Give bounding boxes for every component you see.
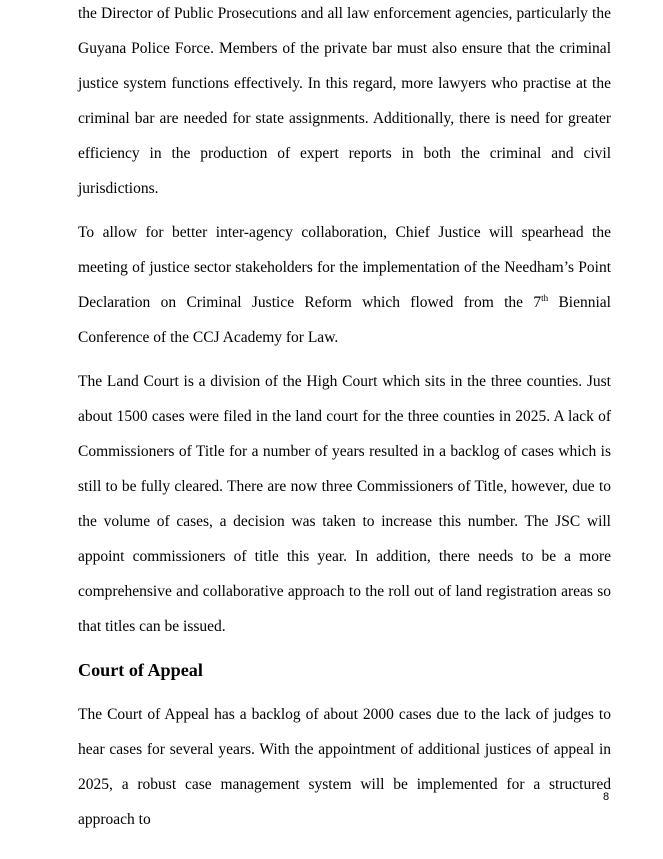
paragraph-court-of-appeal: The Court of Appeal has a backlog of about 2000 cases due to the lack of judges to hear cases for several years. With the appointment of additional justices of appeal in 2025, a robust case management system will be implemented for a structured approach to — [78, 706, 611, 828]
paragraph-inter-agency-text-end: Biennial Conference of the CCJ Academy for Law. — [78, 294, 611, 346]
section-heading-court-of-appeal: Court of Appeal — [78, 660, 203, 680]
paragraph-inter-agency — [78, 215, 611, 355]
page-body — [78, 0, 611, 837]
paragraph-law-enforcement: the Director of Public Prosecutions and all law enforcement agencies, particularly the Guyana Police Force. Members of the private bar must also ensure that the criminal justice system functions effectively. In this regard, more lawyers who practise at the criminal bar are needed for state assignments. Additionally, there is need for greater efficiency in the production of expert reports in both the criminal and civil jurisdictions. — [78, 5, 611, 197]
paragraph-land-court: The Land Court is a division of the High Court which sits in the three counties. Just about 1500 cases were filed in the land court for the three counties in 2025. A lack of Commissioners of Title for a number of years resulted in a backlog of cases which is still to be fully cleared. There are now three Commissioners of Title, however, due to the volume of cases, a decision was taken to increase this number. The JSC will appoint commissioners of title this year. In addition, there needs to be a more comprehensive and collaborative approach to the roll out of land registration areas so that titles can be issued. — [78, 373, 611, 635]
paragraph-inter-agency-text: To allow for better inter-agency collaboration, Chief Justice will spearhead the meeting of justice sector stakeholders for the implementation of the Needham’s Point Declaration on Criminal Justice Reform which flowed from the 7 — [78, 224, 611, 311]
ordinal-superscript: th — [541, 292, 549, 303]
page-number: 8 — [603, 791, 610, 803]
